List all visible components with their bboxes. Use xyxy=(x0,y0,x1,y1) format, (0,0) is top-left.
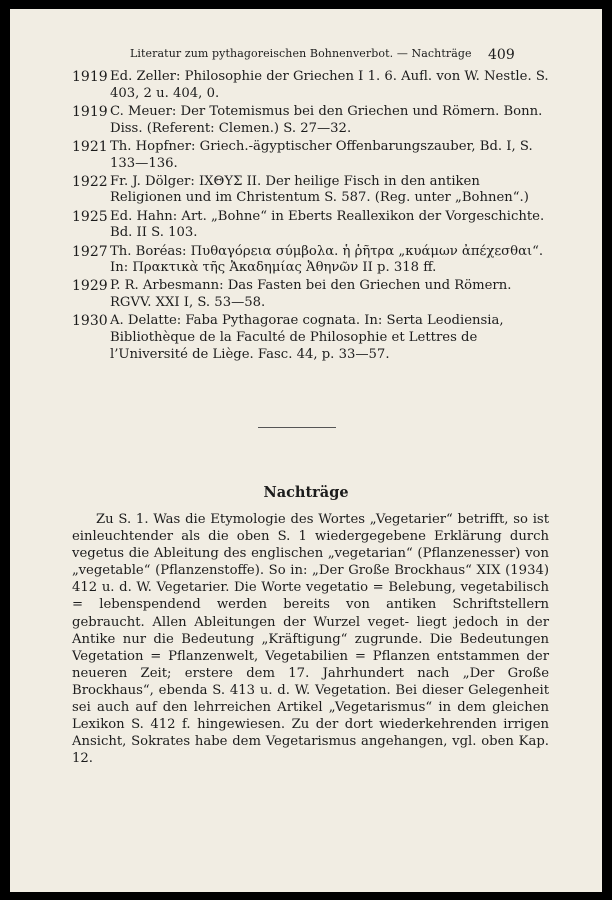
entry-year: 1930 xyxy=(72,313,108,330)
body-text xyxy=(72,511,549,767)
entry-text: P. R. Arbesmann: Das Fasten bei den Griechen und Römern. RGVV. XXI I, S. 53—58. xyxy=(110,278,512,311)
bibliography-entry xyxy=(72,244,550,277)
entry-text: Th. Hopfner: Griech.-ägyptischer Offenbarungszauber, Bd. I, S. 133—136. xyxy=(110,138,533,171)
section-heading: Nachträge xyxy=(263,484,349,501)
bibliography-entry xyxy=(72,209,550,242)
running-head: Literatur zum pythagoreischen Bohnenverbot. — Nachträge xyxy=(130,47,472,60)
bibliography-entry xyxy=(72,104,550,137)
entry-year: 1919 xyxy=(72,69,108,85)
entry-year: 1925 xyxy=(72,208,108,225)
bibliography-list xyxy=(72,69,550,365)
bibliography-entry xyxy=(72,69,550,102)
entry-year: 1921 xyxy=(72,138,108,155)
bibliography-entry xyxy=(72,139,550,172)
entry-year: 1922 xyxy=(72,173,108,190)
entry-year: 1919 xyxy=(72,103,108,120)
paragraph: Zu S. 1. Was die Etymologie des Wortes „Vegetarier“ betrifft, so ist einleuchtender als die oben S. 1 wiedergegebene Erklärung durch vegetus die Ableitung des englischen „vegetarian“ (Pflanzenesser) von „vegetable“ (Pflanzenstoffe). So in: „Der Große Brockhaus“ XIX (1934) 412 u. d. W. Vegetarier. Die Worte vegetatio = Belebung, vegetabilisch = lebenspendend werden bereits von antiken Schriftstellern gebraucht. Allen Ableitungen der Wurzel veget- liegt jedoch in der Antike nur die Bedeutung „Kräftigung“ zugrunde. Die Bedeutungen Vegetation = Pflanzenwelt, Vegetabilien = Pflanzen entstammen der neueren Zeit; erstere dem 17. Jahrhundert nach „Der Große Brockhaus“, ebenda S. 413 u. d. W. Vegetation. Bei dieser Gelegenheit sei auch auf den lehrreichen Artikel „Vegetarismus“ in dem gleichen Lexikon S. 412 f. hingewiesen. Zu der dort wiederkehrenden irrigen Ansicht, Sokrates habe dem Vegetarismus angehangen, vgl. oben Kap. 12. xyxy=(72,512,549,767)
entry-text: Ed. Hahn: Art. „Bohne“ in Eberts Reallexikon der Vorgeschichte. Bd. II S. 103. xyxy=(110,208,545,241)
entry-year: 1929 xyxy=(72,278,108,295)
bibliography-entry xyxy=(72,313,550,363)
book-page xyxy=(10,9,602,892)
entry-text: Th. Boréas: Πυθαγόρεια σύμβολα. ἡ ῥῆτρα „κυάμων ἀπέχεσθαι“. In: Πρακτικὰ τῆς Ἀκαδημίας Ἀθηνῶν II p. 318 ff. xyxy=(110,243,544,276)
entry-text: Ed. Zeller: Philosophie der Griechen I 1. 6. Aufl. von W. Nestle. S. 403, 2 u. 404, 0. xyxy=(110,69,549,101)
bibliography-entry xyxy=(72,278,550,311)
bibliography-entry xyxy=(72,174,550,207)
page-number: 409 xyxy=(488,47,515,63)
section-divider xyxy=(258,427,336,428)
entry-year: 1927 xyxy=(72,243,108,260)
entry-text: A. Delatte: Faba Pythagorae cognata. In: Serta Leodiensia, Bibliothèque de la Faculté de Philosophie et Lettres de l’Université de Liège. Fasc. 44, p. 33—57. xyxy=(110,313,504,362)
entry-text: Fr. J. Dölger: ΙΧΘΥΣ II. Der heilige Fisch in den antiken Religionen und im Christentum S. 587. (Reg. unter „Bohnen“.) xyxy=(110,173,529,206)
entry-text: C. Meuer: Der Totemismus bei den Griechen und Römern. Bonn. Diss. (Referent: Clemen.) S. 27—32. xyxy=(110,103,543,136)
